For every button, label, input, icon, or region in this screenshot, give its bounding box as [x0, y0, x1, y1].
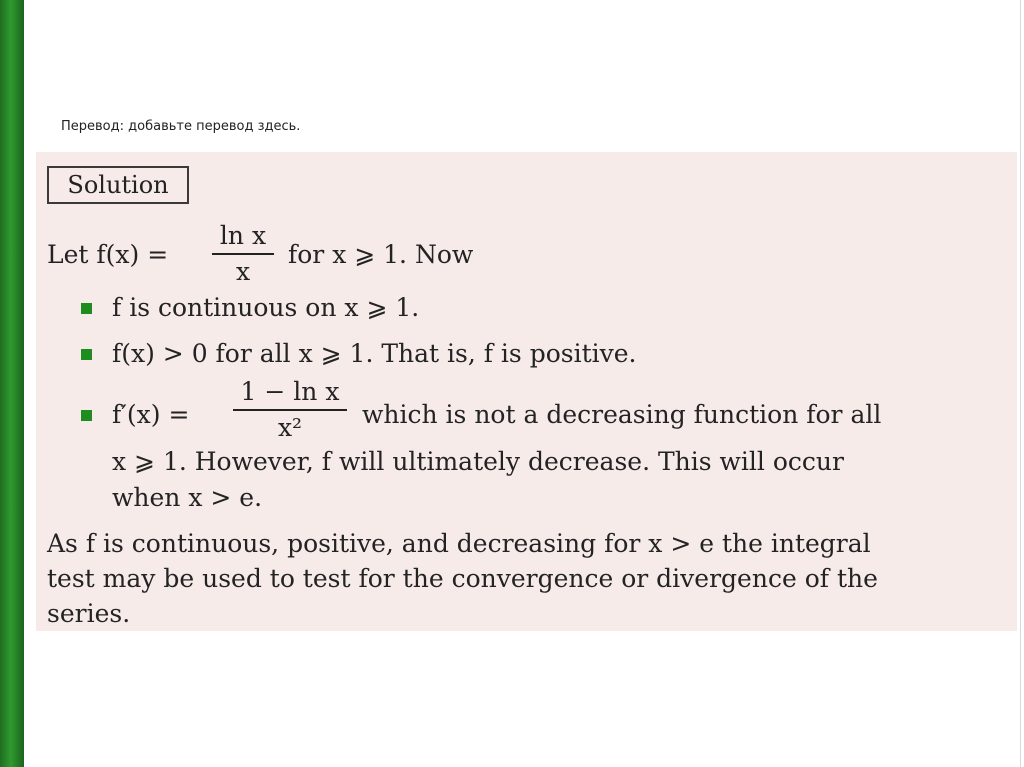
intro-fraction-bar — [212, 253, 274, 255]
derivative-fraction-numerator: 1 − ln x — [240, 377, 340, 406]
conclusion-line-2: test may be used to test for the convergence or divergence of the — [47, 564, 878, 593]
conclusion-line-3: series. — [47, 599, 131, 628]
intro-fraction-denominator: x — [235, 257, 251, 286]
intro-fraction — [212, 222, 274, 286]
intro-suffix: for x ⩾ 1. Now — [288, 240, 474, 269]
bullet-1-text: f is continuous on x ⩾ 1. — [112, 293, 420, 322]
translation-caption: Перевод: добавьте перевод здесь. — [61, 119, 301, 134]
right-edge-line — [1020, 0, 1021, 767]
bullet-3-line-2: x ⩾ 1. However, f will ultimately decrease. This will occur — [112, 447, 844, 476]
bullet-square-icon — [81, 349, 92, 360]
intro-fraction-numerator: ln x — [219, 221, 267, 250]
left-green-bar — [0, 0, 24, 767]
bullet-square-icon — [81, 410, 92, 421]
solution-heading: Solution — [47, 166, 189, 204]
bullet-square-icon — [81, 303, 92, 314]
bullet-3-line-3: when x > e. — [112, 483, 263, 512]
bullet-2-text: f(x) > 0 for all x ⩾ 1. That is, f is positive. — [112, 339, 637, 368]
bullet-3-suffix: which is not a decreasing function for all — [362, 400, 882, 429]
derivative-fraction-bar — [233, 409, 347, 411]
conclusion-line-1: As f is continuous, positive, and decreasing for x > e the integral — [47, 529, 871, 558]
bullet-3-prefix: f′(x) = — [112, 400, 190, 429]
derivative-fraction — [233, 378, 347, 442]
derivative-fraction-denominator: x² — [277, 413, 303, 442]
intro-prefix: Let f(x) = — [47, 240, 169, 269]
